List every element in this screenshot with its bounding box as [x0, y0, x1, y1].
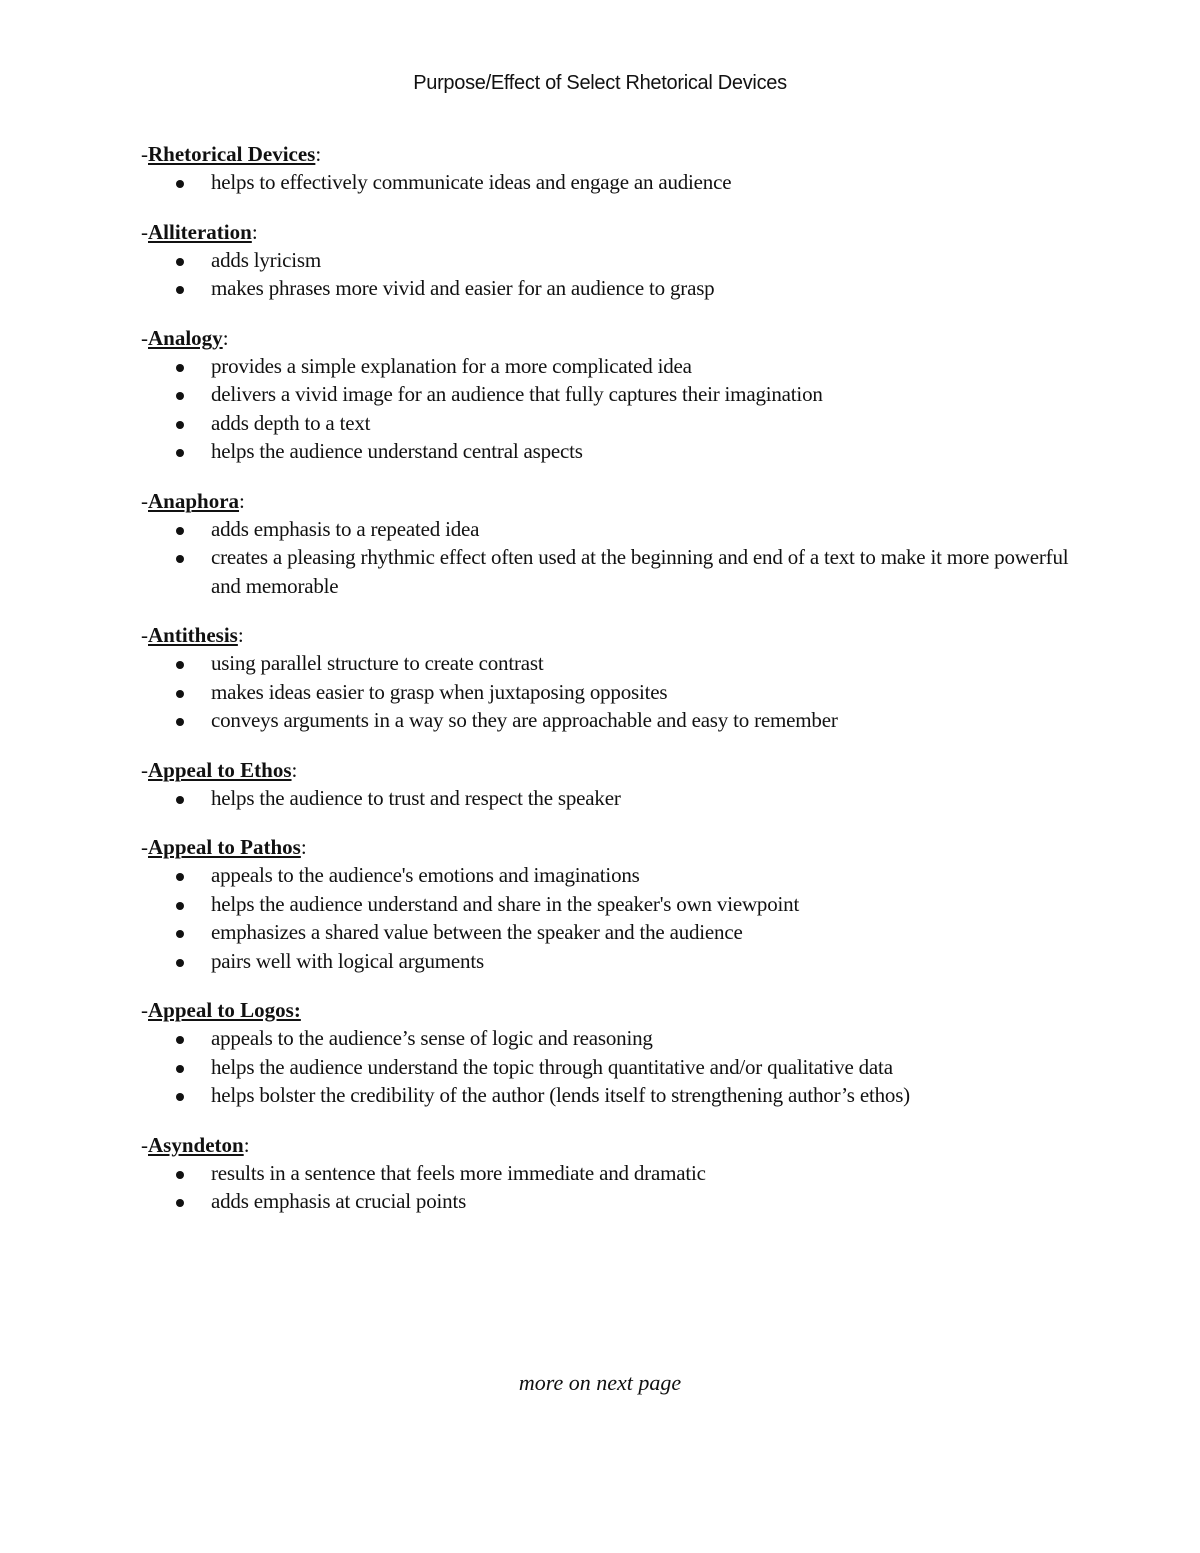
- document-body: [141, 141, 1081, 1238]
- device-term: Rhetorical Devices: [148, 142, 316, 166]
- heading-dash: -: [141, 998, 148, 1022]
- bullet-text: appeals to the audience's emotions and imaginations: [211, 863, 640, 887]
- list-item: [141, 274, 1081, 303]
- device-section: [141, 757, 1081, 813]
- list-item: [141, 947, 1081, 976]
- device-heading: [141, 141, 1081, 168]
- device-section: [141, 141, 1081, 197]
- bullet-dot-icon: [176, 258, 184, 266]
- bullet-text: helps to effectively communicate ideas and engage an audience: [211, 170, 732, 194]
- list-item: [141, 515, 1081, 544]
- bullet-list: [141, 352, 1081, 466]
- heading-dash: -: [141, 219, 148, 244]
- bullet-text: delivers a vivid image for an audience that fully captures their imagination: [211, 382, 823, 406]
- list-item: [141, 706, 1081, 735]
- device-section: [141, 219, 1081, 303]
- list-item: [141, 784, 1081, 813]
- list-item: [141, 890, 1081, 919]
- device-term: Analogy: [148, 325, 223, 350]
- bullet-list: [141, 246, 1081, 303]
- list-item: [141, 861, 1081, 890]
- device-heading: [141, 1132, 1081, 1159]
- list-item: [141, 246, 1081, 275]
- bullet-text: provides a simple explanation for a more complicated idea: [211, 353, 692, 378]
- bullet-text: results in a sentence that feels more immediate and dramatic: [211, 1160, 706, 1185]
- device-heading: [141, 834, 1081, 861]
- device-section: [141, 488, 1081, 601]
- device-section: [141, 622, 1081, 735]
- bullet-dot-icon: [176, 661, 184, 669]
- bullet-dot-icon: [176, 364, 184, 372]
- device-term: Alliteration: [148, 219, 252, 244]
- list-item: [141, 409, 1081, 438]
- device-heading: [141, 488, 1081, 515]
- device-heading: [141, 757, 1081, 784]
- device-heading: [141, 325, 1081, 352]
- bullet-text: helps the audience understand and share in the speaker's own viewpoint: [211, 891, 800, 916]
- heading-dash: -: [141, 1132, 148, 1157]
- bullet-dot-icon: [176, 286, 184, 294]
- device-term: Appeal to Logos:: [148, 998, 301, 1022]
- bullet-dot-icon: [176, 1171, 184, 1179]
- bullet-dot-icon: [176, 449, 184, 457]
- heading-colon: :: [239, 488, 245, 513]
- device-term: Asyndeton: [148, 1132, 244, 1157]
- bullet-dot-icon: [176, 1093, 184, 1101]
- device-section: [141, 834, 1081, 975]
- bullet-text: makes phrases more vivid and easier for an audience to grasp: [211, 276, 715, 300]
- bullet-text: helps bolster the credibility of the author (lends itself to strengthening author’s ethos): [211, 1083, 910, 1107]
- device-section: [141, 1132, 1081, 1216]
- bullet-text: helps the audience understand the topic through quantitative and/or qualitative data: [211, 1054, 893, 1079]
- bullet-dot-icon: [176, 555, 184, 563]
- bullet-dot-icon: [176, 959, 184, 967]
- heading-colon: :: [237, 623, 244, 647]
- device-heading: [141, 219, 1081, 246]
- device-section: [141, 997, 1081, 1110]
- bullet-text: makes ideas easier to grasp when juxtaposing opposites: [211, 679, 668, 704]
- list-item: [141, 1159, 1081, 1188]
- bullet-text: adds lyricism: [211, 247, 321, 272]
- bullet-text: using parallel structure to create contrast: [211, 651, 544, 675]
- bullet-text: adds depth to a text: [211, 410, 371, 435]
- bullet-dot-icon: [176, 421, 184, 429]
- bullet-text: adds emphasis to a repeated idea: [211, 516, 480, 541]
- bullet-list: [141, 1024, 1081, 1110]
- device-term: Appeal to Pathos: [148, 835, 301, 859]
- continued-note: more on next page: [518, 1370, 682, 1395]
- bullet-dot-icon: [176, 1199, 184, 1207]
- heading-dash: -: [141, 142, 148, 166]
- document-title: Purpose/Effect of Select Rhetorical Devices: [413, 72, 787, 94]
- device-term: Anaphora: [148, 488, 240, 513]
- bullet-text: helps the audience understand central aspects: [211, 439, 583, 463]
- list-item: [141, 1053, 1081, 1082]
- list-item: [141, 1187, 1081, 1216]
- device-section: [141, 325, 1081, 466]
- device-term: Appeal to Ethos: [148, 757, 292, 782]
- list-item: [141, 352, 1081, 381]
- heading-colon: :: [243, 1132, 250, 1157]
- bullet-text: helps the audience to trust and respect the speaker: [211, 785, 621, 810]
- list-item: [141, 380, 1081, 409]
- bullet-text: emphasizes a shared value between the speaker and the audience: [211, 920, 743, 944]
- list-item: [141, 678, 1081, 707]
- list-item: [141, 168, 1081, 197]
- bullet-text: appeals to the audience’s sense of logic and reasoning: [211, 1026, 653, 1050]
- heading-colon: :: [300, 835, 307, 859]
- heading-colon: :: [291, 757, 298, 782]
- list-item: [141, 437, 1081, 466]
- heading-dash: -: [141, 623, 148, 647]
- heading-colon: :: [251, 219, 258, 244]
- list-item: [141, 1024, 1081, 1053]
- bullet-dot-icon: [176, 1065, 184, 1073]
- bullet-dot-icon: [176, 1036, 184, 1044]
- bullet-list: [141, 649, 1081, 735]
- bullet-text: creates a pleasing rhythmic effect often used at the beginning and end of a text to make it more powerful and memorable: [211, 545, 1069, 598]
- device-heading: [141, 997, 1081, 1024]
- bullet-list: [141, 1159, 1081, 1216]
- bullet-dot-icon: [176, 690, 184, 698]
- bullet-text: adds emphasis at crucial points: [211, 1189, 467, 1213]
- bullet-dot-icon: [176, 180, 184, 188]
- list-item: [141, 649, 1081, 678]
- device-heading: [141, 622, 1081, 649]
- bullet-dot-icon: [176, 930, 184, 938]
- bullet-dot-icon: [176, 527, 184, 535]
- heading-colon: :: [222, 325, 229, 350]
- heading-dash: -: [141, 488, 148, 513]
- bullet-dot-icon: [176, 796, 184, 804]
- device-term: Antithesis: [148, 623, 238, 647]
- heading-colon: :: [315, 142, 322, 166]
- bullet-dot-icon: [176, 718, 184, 726]
- bullet-list: [141, 515, 1081, 601]
- list-item: [141, 918, 1081, 947]
- heading-dash: -: [141, 757, 148, 782]
- list-item: [141, 543, 1081, 600]
- bullet-dot-icon: [176, 902, 184, 910]
- bullet-list: [141, 168, 1081, 197]
- heading-dash: -: [141, 325, 148, 350]
- bullet-text: conveys arguments in a way so they are approachable and easy to remember: [211, 708, 838, 732]
- bullet-list: [141, 784, 1081, 813]
- heading-dash: -: [141, 835, 148, 859]
- list-item: [141, 1081, 1081, 1110]
- bullet-dot-icon: [176, 873, 184, 881]
- bullet-text: pairs well with logical arguments: [211, 948, 484, 973]
- bullet-dot-icon: [176, 392, 184, 400]
- bullet-list: [141, 861, 1081, 975]
